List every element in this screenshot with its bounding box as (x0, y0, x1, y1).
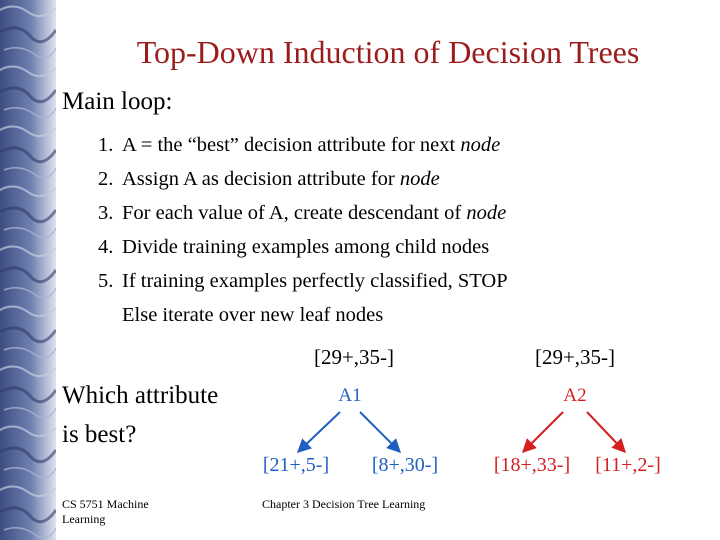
step-continuation: Else iterate over new leaf nodes (122, 304, 384, 326)
tree-a1-right-branch (360, 412, 400, 452)
tree-a2-attribute: A2 (563, 385, 587, 406)
tree-a1-left-child: [21+,5-] (262, 454, 330, 476)
tree-a2-left-branch (523, 412, 563, 452)
step-item: 3. For each value of A, create descendant of node (98, 202, 507, 224)
tree-a2-right-child: [11+,2-] (595, 454, 661, 476)
step-item: 4. Divide training examples among child nodes (98, 236, 490, 258)
step-item: 2. Assign A as decision attribute for node (98, 168, 440, 190)
tree-a1-root-counts: [29+,35-] (313, 345, 395, 369)
step-item: 5. If training examples perfectly classified, STOP (98, 270, 508, 292)
tree-a1-left-branch (298, 412, 340, 452)
step-item: 1. A = the “best” decision attribute for next node (98, 134, 501, 156)
tree-a2-root-counts: [29+,35-] (534, 345, 616, 369)
question-line: Which attribute (62, 382, 219, 409)
main-loop-label: Main loop: (62, 88, 173, 115)
question-line: is best? (62, 421, 137, 448)
tree-a1-right-child: [8+,30-] (371, 454, 439, 476)
tree-a2-right-branch (587, 412, 625, 452)
tree-a1-attribute: A1 (338, 385, 362, 406)
tree-a2-left-child: [18+,33-] (493, 454, 571, 476)
slide-title: Top-Down Induction of Decision Trees (136, 34, 640, 70)
footer-chapter: Chapter 3 Decision Tree Learning (262, 497, 426, 511)
footer-course: CS 5751 Machine Learning (62, 497, 149, 526)
